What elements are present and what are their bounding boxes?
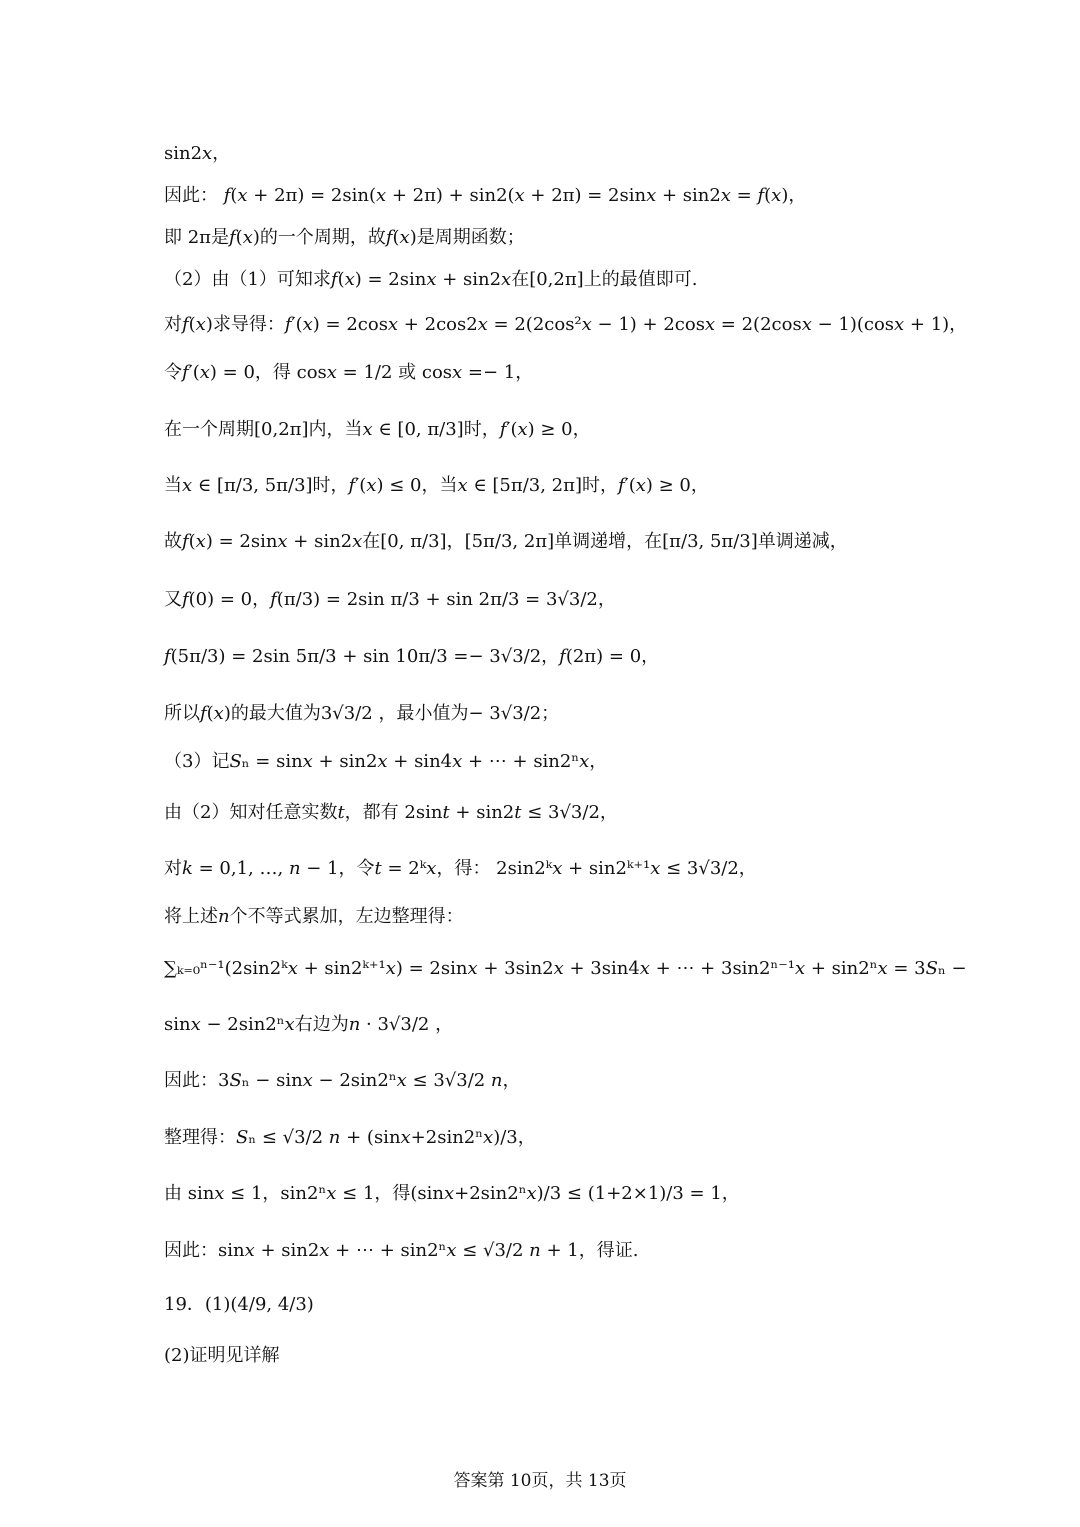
text-line: 19．(1)(4/9, 4/3) [164, 1294, 314, 1315]
text-line: 将上述𝑛个不等式累加，左边整理得： [164, 906, 464, 927]
text-line: 由（2）知对任意实数𝑡，都有 2sin𝑡 + sin2𝑡 ≤ 3√3/2， [164, 802, 618, 823]
text-line: （2）由（1）可知求𝑓(𝑥) = 2sin𝑥 + sin2𝑥在[0,2π]上的最值即可. [164, 269, 698, 290]
text-line: 即 2π是𝑓(𝑥)的一个周期，故𝑓(𝑥)是周期函数； [164, 227, 525, 248]
text-line: sin2𝑥， [164, 143, 231, 164]
text-line: （3）记𝑆ₙ = sin𝑥 + sin2𝑥 + sin4𝑥 + ⋯ + sin2ⁿ𝑥， [164, 751, 608, 772]
page-footer: 答案第 10页，共 13页 [453, 1471, 627, 1491]
text-line: 故𝑓(𝑥) = 2sin𝑥 + sin2𝑥在[0, π/3]，[5π/3, 2π]单调递增，在[π/3, 5π/3]单调递减， [164, 531, 848, 552]
text-line: 所以𝑓(𝑥)的最大值为3√3/2 ，最小值为− 3√3/2； [164, 703, 560, 724]
text-line: 令𝑓′(𝑥) = 0，得 cos𝑥 = 1/2 或 cos𝑥 =− 1， [164, 362, 534, 383]
text-line: 在一个周期[0,2π]内，当𝑥 ∈ [0, π/3]时，𝑓′(𝑥) ≥ 0， [164, 419, 591, 440]
text-line: 因此：sin𝑥 + sin2𝑥 + ⋯ + sin2ⁿ𝑥 ≤ √3/2 𝑛 + 1，得证. [164, 1240, 639, 1261]
text-line: 对𝑓(𝑥)求导得：𝑓′(𝑥) = 2cos𝑥 + 2cos2𝑥 = 2(2cos²𝑥 − 1) + 2cos𝑥 = 2(2cos𝑥 − 1)(cos𝑥 + 1)， [164, 314, 968, 335]
text-line: sin𝑥 − 2sin2ⁿ𝑥右边为𝑛 · 3√3/2 ， [164, 1014, 454, 1035]
text-line: 对𝑘 = 0,1, …, 𝑛 − 1，令𝑡 = 2ᵏ𝑥，得： 2sin2ᵏ𝑥 + sin2ᵏ⁺¹𝑥 ≤ 3√3/2， [164, 858, 757, 879]
text-line: 整理得：𝑆ₙ ≤ √3/2 𝑛 + (sin𝑥+2sin2ⁿ𝑥)/3， [164, 1127, 536, 1148]
text-line: 因此： 𝑓(𝑥 + 2π) = 2sin(𝑥 + 2π) + sin2(𝑥 + 2π) = 2sin𝑥 + sin2𝑥 = 𝑓(𝑥)， [164, 185, 807, 206]
text-line: (2)证明见详解 [164, 1345, 280, 1366]
text-line: 由 sin𝑥 ≤ 1，sin2ⁿ𝑥 ≤ 1，得(sin𝑥+2sin2ⁿ𝑥)/3 ≤ (1+2×1)/3 = 1， [164, 1183, 740, 1204]
text-line: 当𝑥 ∈ [π/3, 5π/3]时，𝑓′(𝑥) ≤ 0，当𝑥 ∈ [5π/3, 2π]时，𝑓′(𝑥) ≥ 0， [164, 475, 709, 496]
text-line: ∑ₖ₌₀ⁿ⁻¹(2sin2ᵏ𝑥 + sin2ᵏ⁺¹𝑥) = 2sin𝑥 + 3sin2𝑥 + 3sin4𝑥 + ⋯ + 3sin2ⁿ⁻¹𝑥 + sin2ⁿ𝑥 = 3𝑆ₙ − [164, 958, 967, 979]
text-line: 又𝑓(0) = 0，𝑓(π/3) = 2sin π/3 + sin 2π/3 = 3√3/2， [164, 589, 616, 610]
text-line: 𝑓(5π/3) = 2sin 5π/3 + sin 10π/3 =− 3√3/2，𝑓(2π) = 0， [164, 646, 660, 667]
text-line: 因此：3𝑆ₙ − sin𝑥 − 2sin2ⁿ𝑥 ≤ 3√3/2 𝑛， [164, 1070, 521, 1091]
